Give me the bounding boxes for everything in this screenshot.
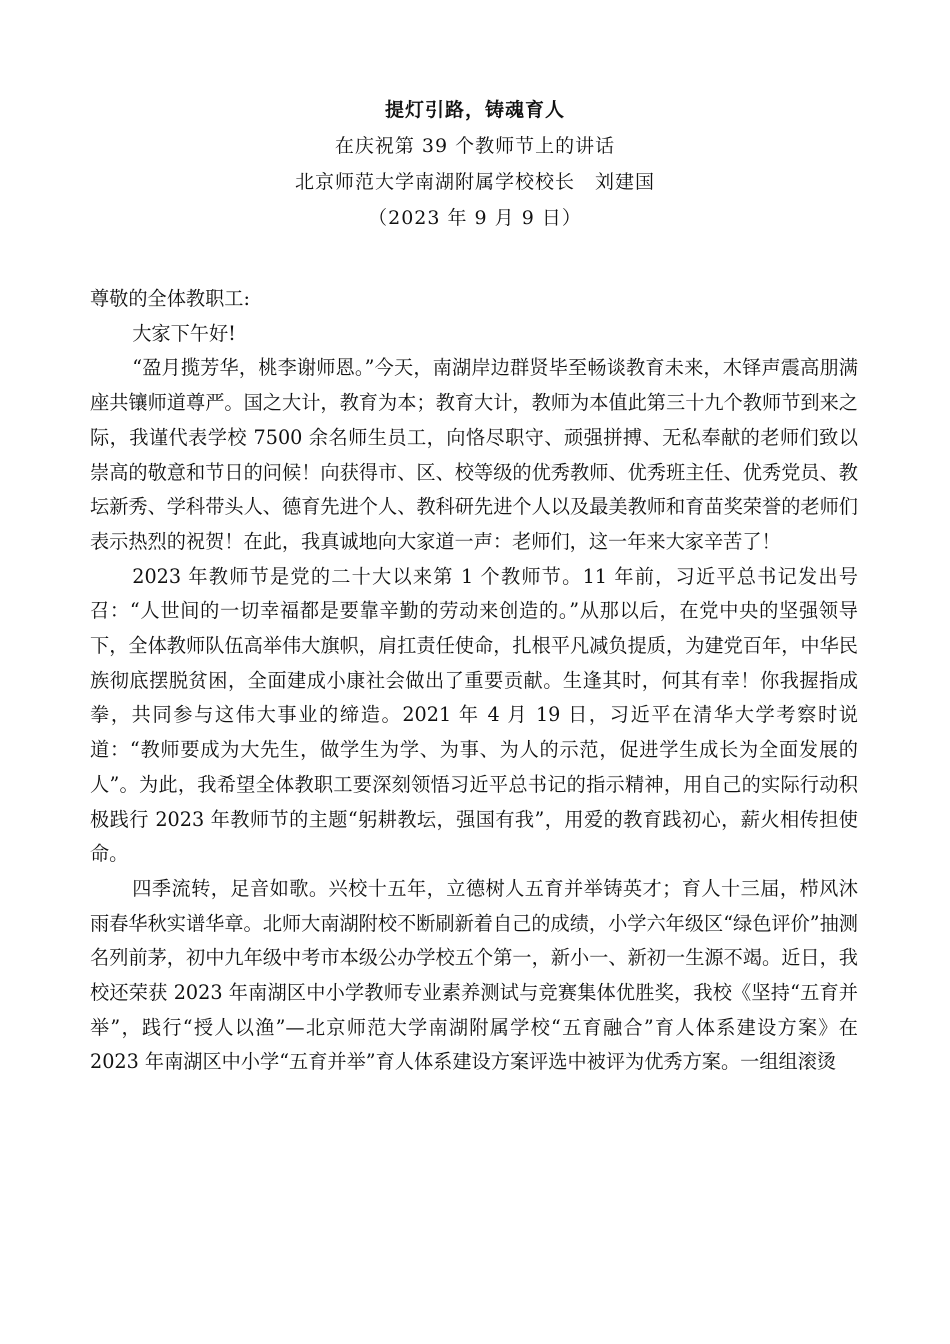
paragraph: 四季流转，足音如歌。兴校十五年，立德树人五育并举铸英才；育人十三届，栉风沐雨春华秋实谱华章。北师大南湖附校不断刷新着自己的成绩，小学六年级区“绿色评价”抽测名列前茅，初中九年级中考市本级公办学校五个第一，新小一、新初一生源不竭。近日，我校还荣获 2023 年南湖区中小学教师专业素养测试与竞赛集体优胜奖，我校《坚持“五育并举”，践行“授人以渔”—北京师范大学南湖附属学校“五育融合”育人体系建设方案》在 2023 年南湖区中小学“五育并举”育人体系建设方案评选中被评为优秀方案。一组组滚烫 — [90, 876, 858, 1074]
document-header — [0, 92, 950, 236]
document-date: （2023 年 9 月 9 日） — [368, 207, 582, 229]
salutation: 尊敬的全体教职工: — [90, 287, 250, 310]
document-author: 北京师范大学南湖附属学校校长 刘建国 — [294, 171, 655, 193]
greeting: 大家下午好! — [132, 321, 236, 345]
document-body — [90, 282, 858, 1080]
paragraph: 2023 年教师节是党的二十大以来第 1 个教师节。11 年前，习近平总书记发出号召：“人世间的一切幸福都是要靠辛勤的劳动来创造的。”从那以后，在党中央的坚强领导下，全体教师队伍高举伟大旗帜，肩扛责任使命，扎根平凡减负提质，为建党百年，中华民族彻底摆脱贫困，全面建成小康社会做出了重要贡献。生逢其时，何其有幸！你我握指成拳，共同参与这伟大事业的缔造。2021 年 4 月 19 日，习近平在清华大学考察时说道：“教师要成为大先生，做学生为学、为事、为人的示范，促进学生成长为全面发展的人”。为此，我希望全体教职工要深刻领悟习近平总书记的指示精神，用自己的实际行动积极践行 2023 年教师节的主题“躬耕教坛，强国有我”，用爱的教育践初心，薪火相传担使命。 — [90, 564, 858, 866]
document-subtitle: 在庆祝第 39 个教师节上的讲话 — [334, 135, 616, 157]
paragraph: “盈月揽芳华，桃李谢师恩。”今天，南湖岸边群贤毕至畅谈教育未来，木铎声震高朋满座共镶师道尊严。国之大计，教育为本；教育大计，教师为本值此第三十九个教师节到来之际，我谨代表学校 7500 余名师生员工，向恪尽职守、顽强拼搏、无私奉献的老师们致以崇高的敬意和节日的问候！向获得市、区、校等级的优秀教师、优秀班主任、优秀党员、教坛新秀、学科带头人、德育先进个人、教科研先进个人以及最美教师和育苗奖荣誉的老师们表示热烈的祝贺！在此，我真诚地向大家道一声：老师们，这一年来大家辛苦了！ — [90, 356, 858, 553]
document-title: 提灯引路，铸魂育人 — [384, 99, 565, 121]
